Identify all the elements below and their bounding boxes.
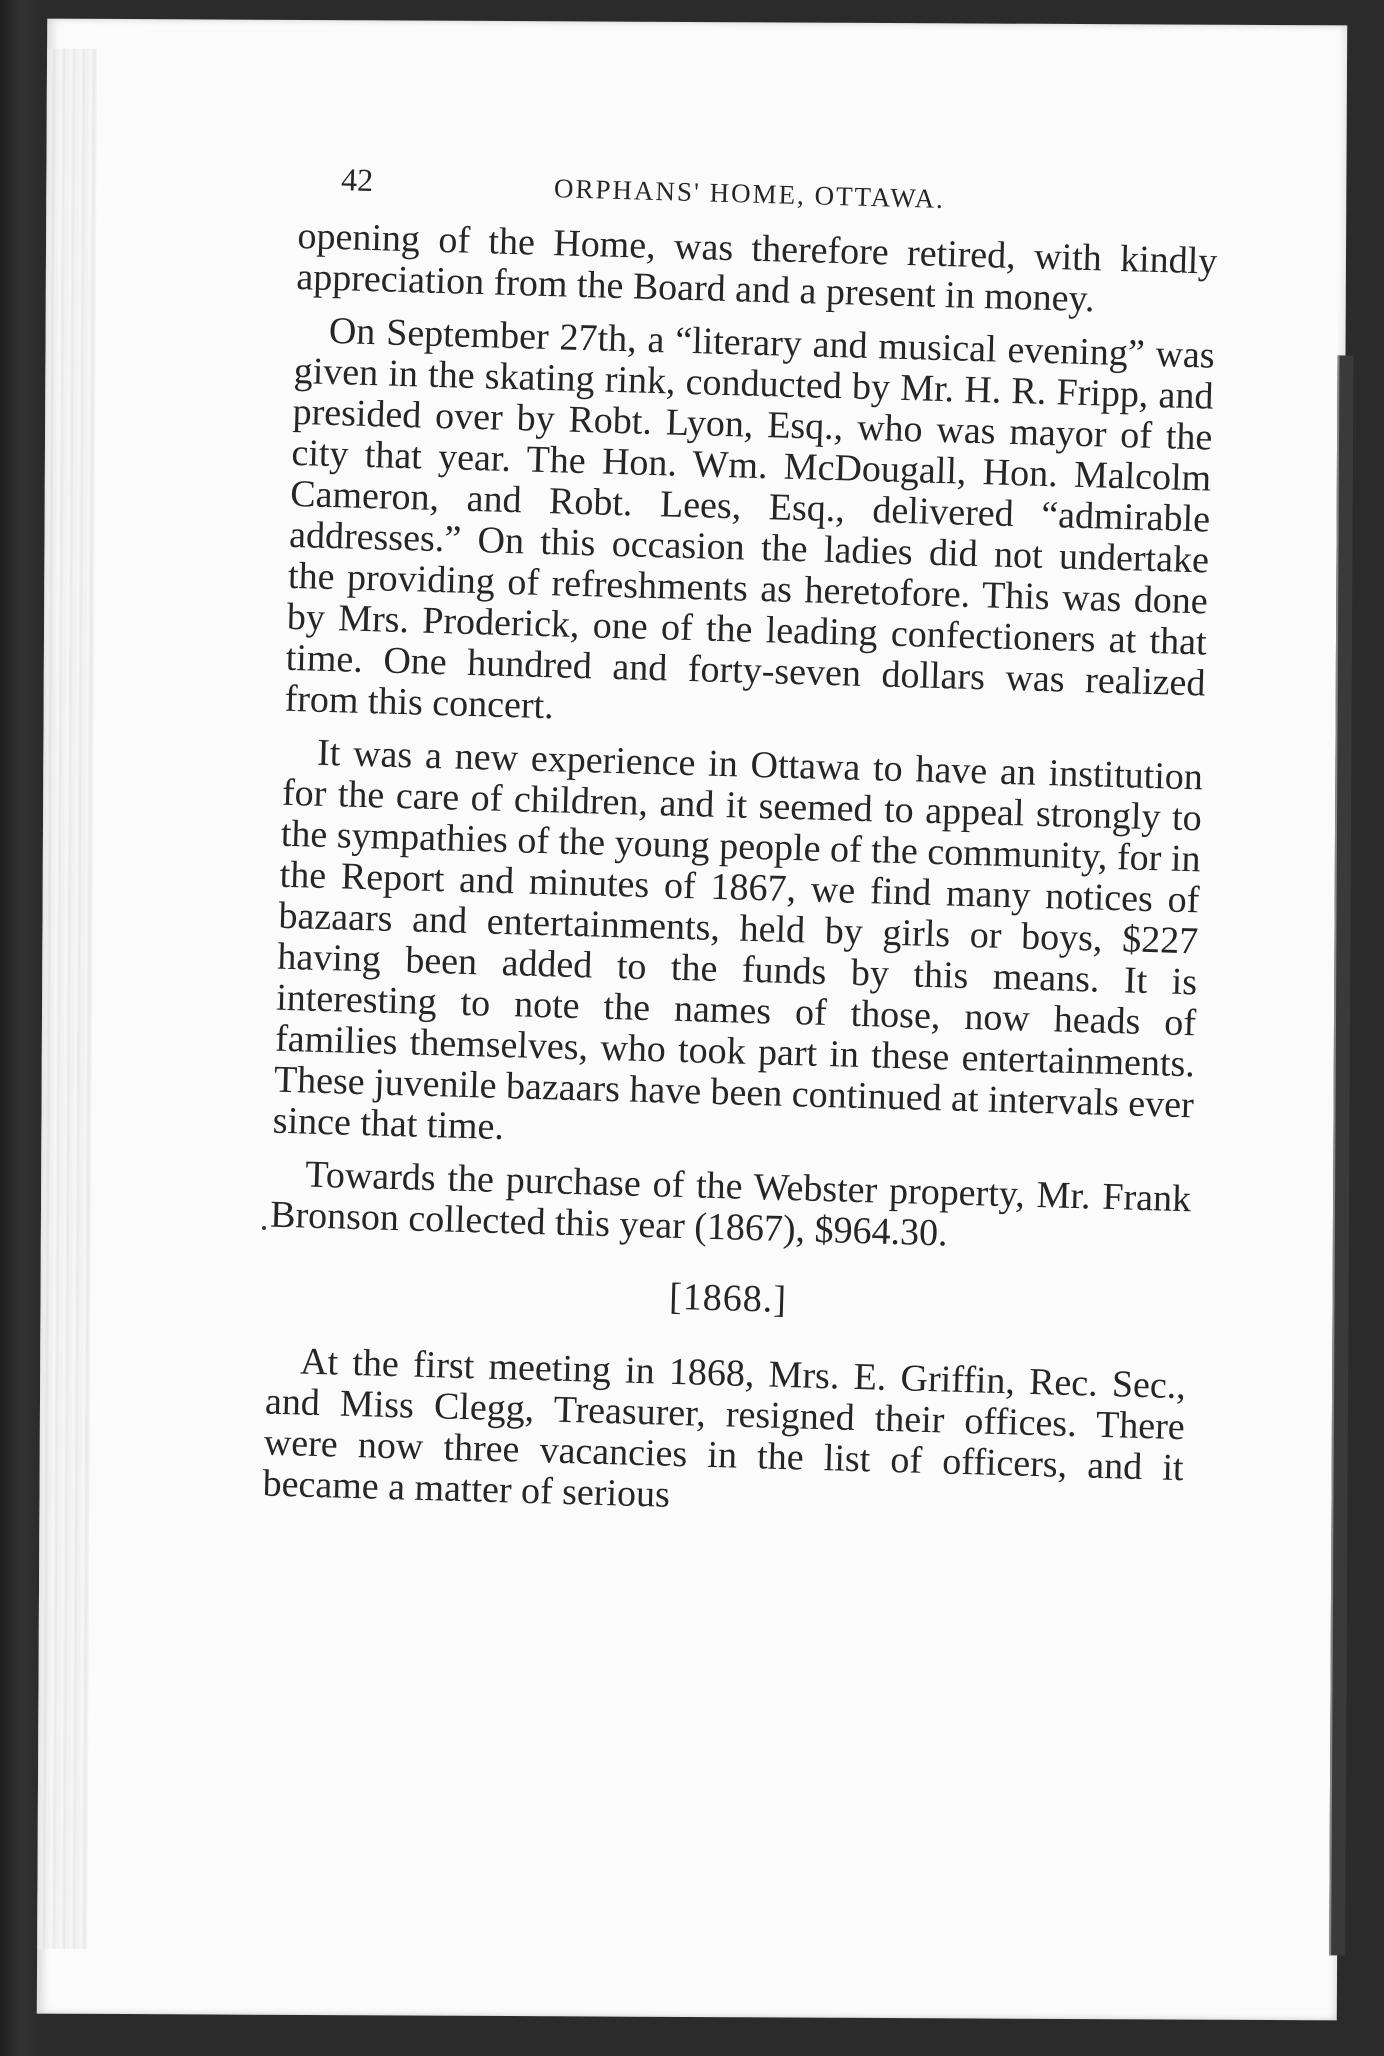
paragraph: On September 27th, a “literary and musical evening” was given in the skating rink, conducted by Mr. H. R. Fripp, and presided over by Robt. Lyon, Esq., who was mayor of the city that year. The Hon. Wm. McDougall, Hon. Malcolm Cameron, and Robt. Lees, Esq., delivered “admirable addresses.” On this occasion the ladies did not undertake the providing of refreshments as heretofore. This was done by Mrs. Proderick, one of the leading confectioners at that time. One hundred and forty-seven dollars was realized from this concert.	[284, 309, 1216, 728]
running-title: ORPHANS' HOME, OTTAWA.	[553, 173, 946, 215]
paragraph: It was a new experience in Ottawa to have an institution for the care of children, and it seemed to appeal strongly to the sympathies of the young people of the community, for in the Report and minutes of 1867, we find many notices of bazaars and entertainments, held by girls or boys, $227 having been added to the funds by this means. It is interesting to note the names of those, now heads of families themselves, who took part in these entertainments. These juvenile bazaars have been continued at intervals ever since that time.	[272, 731, 1204, 1149]
paragraph: At the first meeting in 1868, Mrs. E. Griffin, Rec. Sec., and Miss Clegg, Treasurer, resigned their offices. There were now three vacancies in the list of officers, and it became a matter of serious	[262, 1340, 1187, 1516]
scan-speck	[262, 1226, 266, 1230]
section-heading: [1868.]	[668, 1275, 788, 1322]
paragraph: opening of the Home, was therefore retired, with kindly appreciation from the Board and a present in money.	[295, 214, 1218, 321]
body-text	[262, 216, 1218, 1530]
page-stack-edge	[37, 49, 97, 1949]
paragraph: Towards the purchase of the Webster property, Mr. Frank Bronson collected this year (1867), $964.30.	[269, 1153, 1192, 1255]
page-content	[262, 150, 1220, 1542]
page-number: 42	[340, 161, 374, 199]
